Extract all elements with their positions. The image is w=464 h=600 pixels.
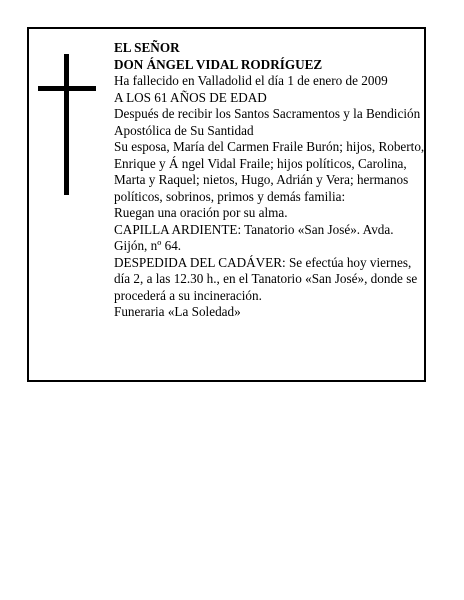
chapel-info: CAPILLA ARDIENTE: Tanatorio «San José». Avda. Gijón, nº 64. (114, 221, 394, 253)
funeral-home: Funeraria «La Soledad» (114, 304, 241, 319)
cross-icon-vertical-bar (64, 54, 69, 195)
death-statement: Ha fallecido en Valladolid el día 1 de enero de 2009 (114, 73, 388, 88)
family-list: Su esposa, María del Carmen Fraile Burón; hijos, Roberto, Enrique y Á ngel Vidal Fraile; hijos políticos, Carolina, Marta y Raquel; nietos, Hugo, Adrián y Vera; hermanos políticos, sobrinos, primos y demás familia: (114, 139, 425, 204)
obituary-text (114, 40, 426, 321)
farewell-info: DESPEDIDA DEL CADÁVER: Se efectúa hoy viernes, día 2, a las 12.30 h., en el Tanatorio «San José», donde se procederá a su incineración. (114, 254, 418, 303)
age-line: A LOS 61 AÑOS DE EDAD (114, 89, 267, 105)
prayer-request: Ruegan una oración por su alma. (114, 205, 288, 220)
deceased-name: DON ÁNGEL VIDAL RODRÍGUEZ (114, 56, 323, 72)
cross-icon-horizontal-bar (38, 86, 96, 91)
sacraments-line: Después de recibir los Santos Sacramentos y la Bendición Apostólica de Su Santidad (114, 106, 421, 138)
honorific-line: EL SEÑOR (114, 40, 180, 55)
